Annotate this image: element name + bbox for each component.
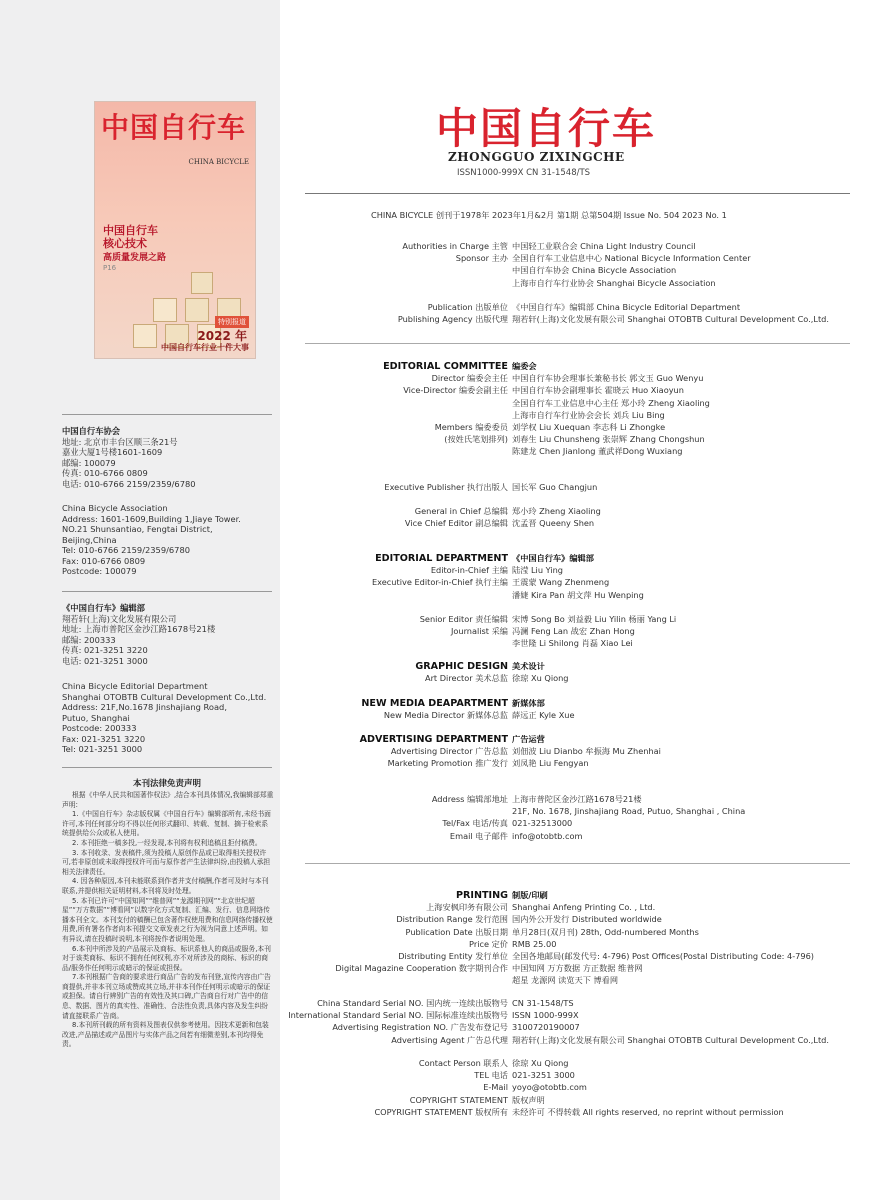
section-heading-cn: 编委会 xyxy=(512,361,537,371)
text-line: Beijing,China xyxy=(62,534,117,545)
masthead-value: 翔若轩(上海)文化发展有限公司 Shanghai OTOBTB Cultural Development Co.,Ltd. xyxy=(512,1034,829,1045)
masthead-label: Art Director 美术总监 xyxy=(424,673,508,684)
masthead-label: Advertising Registration NO. 广告发布登记号 xyxy=(332,1022,508,1033)
divider xyxy=(305,863,850,864)
disclaimer-paragraph: 8.本刊所刊载的所有资料及图表仅供参考使用。因技术更新和包装改进,产品描述或产品图片与实体产品之间若有细微差别,本刊均得免责。 xyxy=(62,1021,269,1049)
masthead-label: TEL 电话 xyxy=(474,1070,508,1081)
wooden-block-icon xyxy=(133,324,157,348)
masthead-label: Authorities in Charge 主管 xyxy=(402,241,508,251)
masthead-value: 中国自行车协会 China Bicycle Association xyxy=(512,265,677,276)
masthead-value: 刘学权 Liu Xuequan 李志科 Li Zhongke xyxy=(512,422,666,432)
masthead-value: 上海市自行车行业协会会长 刘兵 Liu Bing xyxy=(512,409,665,420)
masthead-value: 中国自行车协会副理事长 霍晓云 Huo Xiaoyun xyxy=(512,385,684,396)
masthead-label: Publication 出版单位 xyxy=(427,302,508,312)
disclaimer-paragraph: 6.本刊中所涉及的产品展示及商标、标识系他人的商品或服务,本刊对于该类商标、标识不拥有任何权利,亦不对所涉及的商标、标识的商品/服务作任何明示或暗示的保证或担保。 xyxy=(62,944,271,972)
disclaimer-title: 本刊法律免责声明 xyxy=(132,779,201,789)
masthead-value: 薛远正 Kyle Xue xyxy=(512,710,575,721)
masthead-value: 中国轻工业联合会 China Light Industry Council xyxy=(512,241,696,251)
masthead-label: Vice Chief Editor 副总编辑 xyxy=(404,518,508,529)
masthead-label: China Standard Serial NO. 国内统一连续出版物号 xyxy=(317,998,508,1008)
text-line: Postcode: 200333 xyxy=(62,723,137,733)
text-line: NO.21 Shunsantiao, Fengtai District, xyxy=(62,524,213,534)
masthead-value: RMB 25.00 xyxy=(512,938,557,949)
masthead-label: E-Mail xyxy=(483,1082,508,1093)
masthead-value: 刘凤艳 Liu Fengyan xyxy=(512,758,589,769)
masthead-value: 李世隆 Li Shilong 肖磊 Xiao Lei xyxy=(512,638,633,649)
masthead-label: Email 电子邮件 xyxy=(449,830,508,841)
section-heading: EDITORIAL COMMITTEE xyxy=(383,361,508,372)
text-line: 电话: 021-3251 3000 xyxy=(62,655,148,666)
masthead-label: Editor-in-Chief 主编 xyxy=(430,565,508,576)
masthead-label: Sponsor 主办 xyxy=(455,253,508,264)
wooden-block-icon xyxy=(191,272,213,294)
masthead-label: Distributing Entity 发行单位 xyxy=(398,951,508,961)
disclaimer-paragraph: 4. 因各种原因,本刊未能联系到作者并支付稿酬,作者可及时与本刊联系,并提供相关证明材料,本刊将及时处理。 xyxy=(62,877,269,895)
text-line: Fax: 010-6766 0809 xyxy=(62,555,146,566)
text-line: Postcode: 100079 xyxy=(62,566,137,576)
edit-cn-name: 《中国自行车》编辑部 xyxy=(62,603,145,613)
disclaimer-text xyxy=(62,791,274,1050)
masthead-label: Publishing Agency 出版代理 xyxy=(397,314,508,325)
masthead-label: Advertising Agent 广告总代理 xyxy=(391,1034,508,1045)
text-line: Address: 21F,No.1678 Jinshajiang Road, xyxy=(62,702,227,712)
masthead-value: 翔若轩(上海)文化发展有限公司 Shanghai OTOBTB Cultural Development Co.,Ltd. xyxy=(512,314,829,325)
masthead-value: 宋博 Song Bo 刘益毅 Liu Yilin 杨丽 Yang Li xyxy=(512,614,677,624)
masthead-value: 国长军 Guo Changjun xyxy=(512,482,598,492)
magazine-logo: 中国自行车 xyxy=(436,104,657,153)
masthead-value: 郑小玲 Zheng Xiaoling xyxy=(512,506,601,516)
masthead-label: COPYRIGHT STATEMENT 版权所有 xyxy=(374,1106,508,1117)
masthead-label: Price 定价 xyxy=(469,938,508,949)
text-line: 邮编: 200333 xyxy=(62,634,116,645)
masthead-label: Distribution Range 发行范围 xyxy=(396,914,508,925)
text-line: Tel: 010-6766 2159/2359/6780 xyxy=(62,545,191,555)
text-line: 邮编: 100079 xyxy=(62,457,116,468)
wooden-block-icon xyxy=(185,298,209,322)
assoc-cn-block xyxy=(62,426,277,489)
disclaimer-paragraph: 2. 本刊拒绝一稿多投,一经发现,本刊将有权利追稿且拒付稿费。 xyxy=(72,838,262,847)
masthead-value: 陈建龙 Chen Jianlong 董武祥Dong Wuxiang xyxy=(512,446,683,457)
masthead-label: Digital Magazine Cooperation 数字期刊合作 xyxy=(335,963,508,974)
masthead-value: 陆滢 Liu Ying xyxy=(512,565,563,576)
section-heading-cn: 制版/印刷 xyxy=(512,890,548,900)
masthead-value: 王震蒙 Wang Zhenmeng xyxy=(512,577,610,588)
masthead-label: Members 编委委员 xyxy=(434,422,508,432)
text-line: 地址: 上海市普陀区金沙江路1678号21楼 xyxy=(62,624,216,634)
masthead-value: 徐琼 Xu Qiong xyxy=(512,673,569,684)
assoc-en-block xyxy=(62,503,277,577)
masthead-label: Executive Publisher 执行出版人 xyxy=(384,482,508,492)
cover-badge: 特别报道 xyxy=(215,316,249,328)
masthead-value: 潘婕 Kira Pan 胡文萍 Hu Wenping xyxy=(512,589,644,600)
masthead-value: 国内外公开发行 Distributed worldwide xyxy=(512,914,662,925)
masthead-value: 刘春生 Liu Chunsheng 张崇辉 Zhang Chongshun xyxy=(512,434,705,445)
masthead-value: 单月28日(双月刊) 28th, Odd-numbered Months xyxy=(512,926,699,937)
text-line: Tel: 021-3251 3000 xyxy=(62,744,143,754)
disclaimer-paragraph: 根据《中华人民共和国著作权法》,结合本刊具体情况,我编辑部郑重声明: xyxy=(62,791,274,809)
section-heading: PRINTING xyxy=(455,890,508,901)
text-line: 地址: 北京市丰台区顺三条21号 xyxy=(62,436,178,447)
section-heading: ADVERTISING DEPARTMENT xyxy=(359,734,508,745)
masthead-value: 21F, No. 1678, Jinshajiang Road, Putuo, Shanghai , China xyxy=(512,806,746,817)
masthead-value: 全国各地邮局(邮发代号: 4-796) Post Offices(Postal Distributing Code: 4-796) xyxy=(512,951,814,961)
divider xyxy=(62,591,272,592)
masthead-label: New Media Director 新媒体总监 xyxy=(383,710,508,721)
text-line: 传真: 021-3251 3220 xyxy=(62,645,148,655)
masthead-value: 沈孟晋 Queeny Shen xyxy=(512,518,595,529)
masthead-label: General in Chief 总编辑 xyxy=(414,506,508,516)
edit-cn-block xyxy=(62,603,277,666)
issn-line: ISSN1000-999X CN 31-1548/TS xyxy=(457,168,591,178)
magazine-pinyin: ZHONGGUO ZIXINGCHE xyxy=(448,150,625,164)
text-line: Shanghai OTOBTB Cultural Development Co.,Ltd. xyxy=(62,691,267,702)
masthead-value: 刘佃波 Liu Dianbo 牟振海 Mu Zhenhai xyxy=(512,746,661,757)
masthead-value: 《中国自行车》编辑部 China Bicycle Editorial Department xyxy=(512,302,741,312)
masthead-value: 上海市自行车行业协会 Shanghai Bicycle Association xyxy=(512,277,716,288)
masthead-value: 版权声明 xyxy=(512,1094,545,1105)
masthead-value: 超星 龙源网 读览天下 博看网 xyxy=(512,975,619,986)
text-line: 传真: 010-6766 0809 xyxy=(62,468,148,478)
masthead-label: Advertising Director 广告总监 xyxy=(390,746,508,757)
cover-image[interactable] xyxy=(94,101,256,359)
issue-line: CHINA BICYCLE 创刊于1978年 2023年1月&2月 第1期 总第504期 Issue No. 504 2023 No. 1 xyxy=(371,210,727,220)
text-line: 电话: 010-6766 2159/2359/6780 xyxy=(62,478,196,489)
masthead-value: 中国自行车协会理事长兼秘书长 郭文玉 Guo Wenyu xyxy=(512,373,704,384)
section-heading: EDITORIAL DEPARTMENT xyxy=(375,553,508,564)
masthead-value: Shanghai Anfeng Printing Co. , Ltd. xyxy=(512,902,656,913)
edit-en-block xyxy=(62,681,277,755)
wooden-block-icon xyxy=(153,298,177,322)
masthead-label: Journalist 采编 xyxy=(450,626,508,637)
masthead-value: 上海市普陀区金沙江路1678号21楼 xyxy=(512,794,642,804)
masthead-value: 3100720190007 xyxy=(512,1022,580,1033)
masthead-value: 徐琼 Xu Qiong xyxy=(512,1058,569,1068)
cover-headline: 中国自行车 核心技术 xyxy=(103,224,158,250)
disclaimer-paragraph: 3. 本刊收录、发表稿件,须为投稿人原创作品或已取得相关授权许可,若非原创或未取得授权许可而与原作者产生法律纠纷,由投稿人承担相关法律责任。 xyxy=(62,848,271,876)
masthead-label: Senior Editor 责任编辑 xyxy=(419,614,508,624)
masthead-label: Publication Date 出版日期 xyxy=(405,926,508,937)
divider xyxy=(305,343,850,344)
assoc-cn-name: 中国自行车协会 xyxy=(62,426,121,436)
masthead-value: ISSN 1000-999X xyxy=(512,1010,579,1021)
masthead-value: 全国自行车工业信息中心 National Bicycle Information Center xyxy=(512,253,751,264)
masthead-label: Marketing Promotion 推广发行 xyxy=(387,758,508,769)
masthead-label: Executive Editor-in-Chief 执行主编 xyxy=(372,577,508,588)
divider xyxy=(62,767,272,768)
masthead-value: info@otobtb.com xyxy=(512,830,583,841)
section-heading-cn: 广告运营 xyxy=(512,734,545,744)
text-line: China Bicycle Editorial Department xyxy=(62,681,208,691)
cover-headline-sub: 高质量发展之路 xyxy=(103,253,167,263)
cover-en-title: CHINA BICYCLE xyxy=(188,158,249,166)
text-line: 嘉业大厦1号楼1601-1609 xyxy=(62,447,163,457)
edit-cn-lines xyxy=(62,614,277,667)
masthead-value: 中国知网 万方数据 方正数据 维普网 xyxy=(512,963,643,974)
cover-title: 中国自行车 xyxy=(101,111,247,144)
text-line: Putuo, Shanghai xyxy=(62,712,130,723)
masthead-value: 冯澜 Feng Lan 战宏 Zhan Hong xyxy=(512,626,635,637)
text-line: Address: 1601-1609,Building 1,Jiaye Tower. xyxy=(62,513,241,524)
text-line: China Bicycle Association xyxy=(62,503,168,513)
section-heading-cn: 美术设计 xyxy=(512,661,545,671)
masthead-label: Tel/Fax 电话/传真 xyxy=(442,818,508,829)
cover-page: P16 xyxy=(103,264,117,272)
masthead-value: CN 31-1548/TS xyxy=(512,998,574,1008)
text-line: 翔若轩(上海)文化发展有限公司 xyxy=(62,613,177,624)
masthead-label: Vice-Director 编委会副主任 xyxy=(403,385,508,396)
cover-subtitle: 中国自行车行业十件大事 xyxy=(161,343,249,352)
masthead-value: 021-3251 3000 xyxy=(512,1070,575,1081)
section-heading: NEW MEDIA DEAPARTMENT xyxy=(361,698,508,709)
masthead-value: 全国自行车工业信息中心主任 郑小玲 Zheng Xiaoling xyxy=(512,397,710,408)
divider xyxy=(305,193,850,194)
disclaimer-paragraph: 1.《中国自行车》杂志版权属《中国自行车》编辑部所有,未经书面许可,本刊任何部分均不得以任何形式翻印、转载、复制、摘于检索系统提供给公众或私人使用。 xyxy=(62,810,271,838)
masthead-value: 未经许可 不得转载 All rights reserved, no reprint without permission xyxy=(512,1106,784,1117)
masthead-label: Address 编辑部地址 xyxy=(431,794,508,804)
disclaimer-paragraph: 7.本刊根据广告商的要求进行商品广告的发布刊登,宣传内容由广告商提供,并非本刊立场或赞成其立场,并非本刊作任何明示或暗示的保证或担保。请自行辨别广告的有效性及其口碑,广告商自行对广告中的信息、数据、图片的真实性、准确性、合法性负责,具体内容及发生纠纷请直接联系广告商。 xyxy=(62,973,271,1020)
section-heading: GRAPHIC DESIGN xyxy=(415,661,508,672)
section-heading-cn: 新媒体部 xyxy=(512,698,545,708)
masthead-label: Contact Person 联系人 xyxy=(418,1058,508,1068)
masthead-label: COPYRIGHT STATEMENT xyxy=(409,1094,508,1105)
masthead-label: Director 编委会主任 xyxy=(431,373,508,384)
masthead-value: 021-32513000 xyxy=(512,818,573,829)
divider xyxy=(62,414,272,415)
text-line: Fax: 021-3251 3220 xyxy=(62,733,146,744)
assoc-cn-lines xyxy=(62,437,277,490)
masthead-label: International Standard Serial NO. 国际标准连续出版物号 xyxy=(288,1010,508,1021)
cover-year: 2022 年 xyxy=(197,329,247,343)
disclaimer-paragraph: 5. 本刊已许可“中国知网”“维普网”“龙源期刊网”“北京世纪超星”“万方数据”“博看网”以数字化方式复制、汇编、发行、信息网络传播本刊全文。本刊支付的稿酬已包含著作权使用费和信息网络传播权使用费,所有署名作者向本刊提交文章发表之行为视为同意上述声明。如有异议,请在投稿时说明,本刊将按作者说明处理。 xyxy=(62,896,273,943)
section-heading-cn: 《中国自行车》编辑部 xyxy=(512,553,594,563)
masthead-value: yoyo@otobtb.com xyxy=(512,1082,587,1093)
masthead-label: 上海安枫印务有限公司 xyxy=(426,902,508,913)
masthead-label: (按姓氏笔划排列) xyxy=(444,434,508,445)
